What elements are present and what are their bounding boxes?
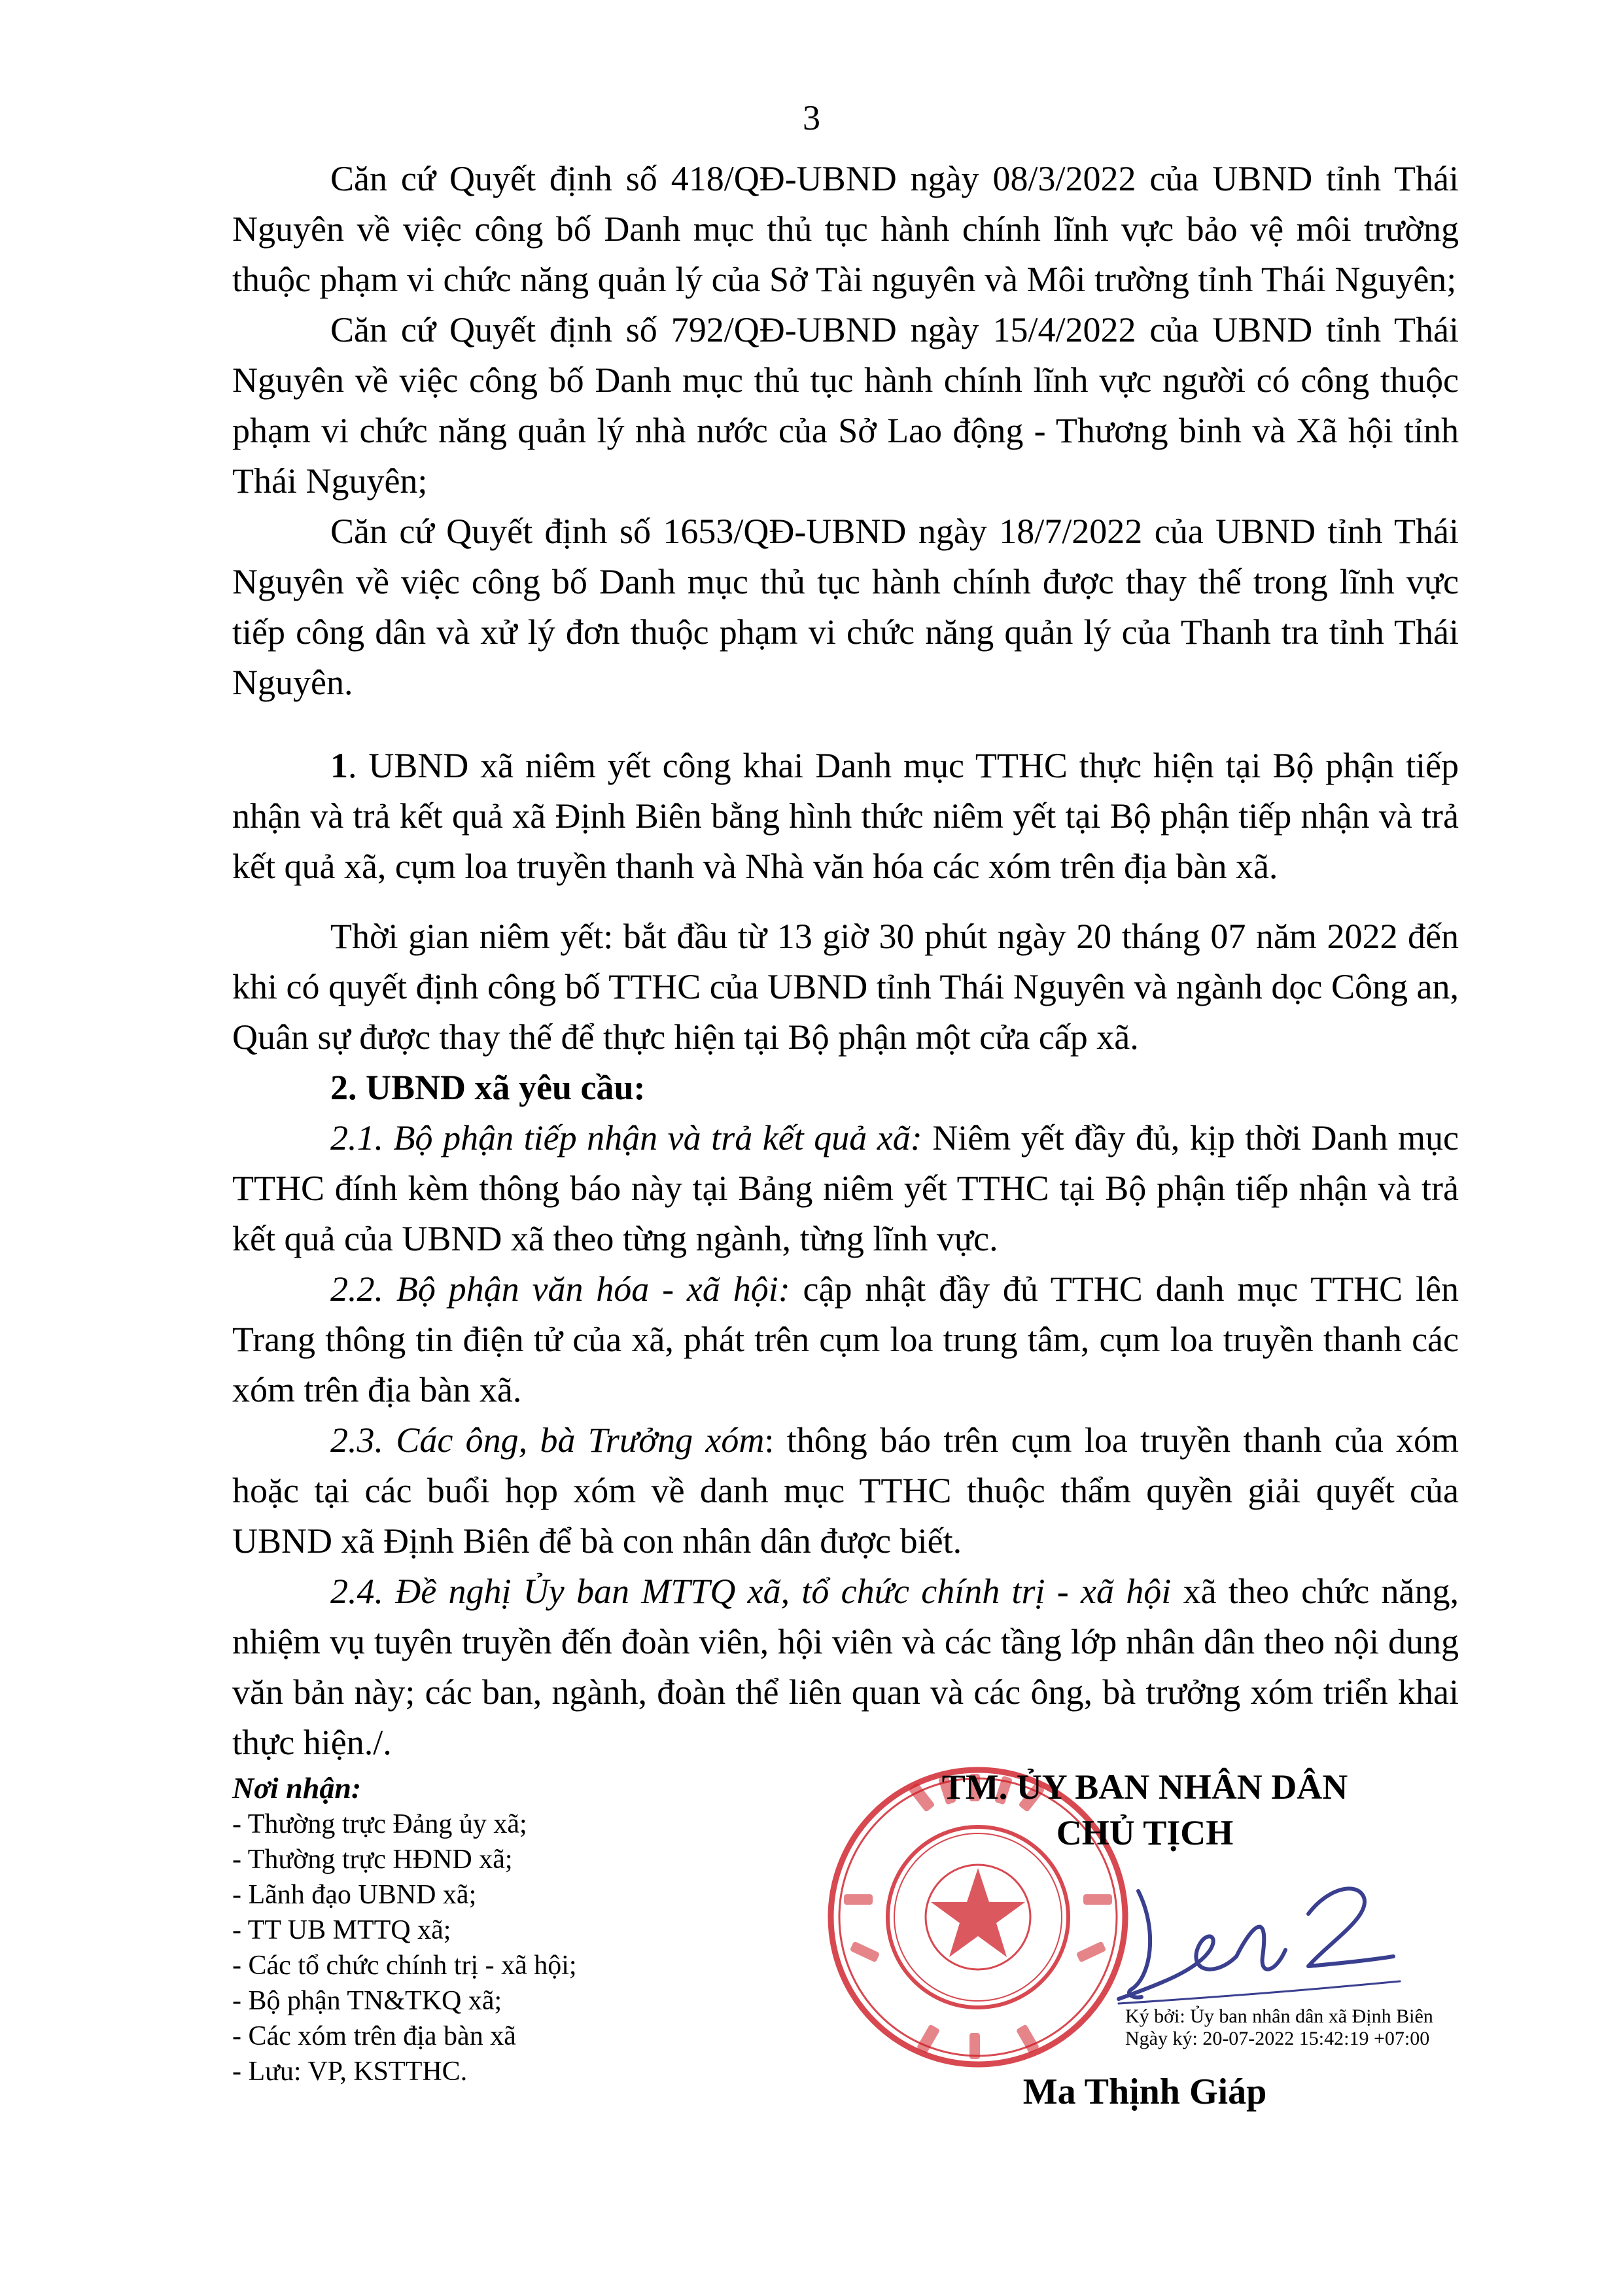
paragraph-legal-basis-792: Căn cứ Quyết định số 792/QĐ-UBND ngày 15/4/2022 của UBND tỉnh Thái Nguyên về việc công bố Danh mục thủ tục hành chính lĩnh vực người có công thuộc phạm vi chức năng quản lý nhà nước của Sở Lao động - Thương binh và Xã hội tỉnh Thái Nguyên;	[232, 310, 1459, 501]
paragraph-posting-time: Thời gian niêm yết: bắt đầu từ 13 giờ 30 phút ngày 20 tháng 07 năm 2022 đến khi có quyết định công bố TTHC của UBND tỉnh Thái Nguyên và ngành dọc Công an, Quân sự được thay thế để thực hiện tại Bộ phận một cửa cấp xã.	[232, 917, 1459, 1057]
signer-name: Ma Thịnh Giáp	[1022, 2072, 1267, 2112]
recipient-item: - Các tổ chức chính trị - xã hội;	[232, 1951, 577, 1981]
recipient-item: - Thường trực HĐND xã;	[232, 1845, 513, 1875]
paragraph-item-2-2	[232, 1264, 1459, 1415]
paragraph-legal-basis-418: Căn cứ Quyết định số 418/QĐ-UBND ngày 08/3/2022 của UBND tỉnh Thái Nguyên về việc công bố Danh mục thủ tục hành chính lĩnh vực bảo vệ môi trường thuộc phạm vi chức năng quản lý của Sở Tài nguyên và Môi trường tỉnh Thái Nguyên;	[232, 159, 1459, 299]
section-heading-2: 2. UBND xã yêu cầu:	[330, 1068, 646, 1107]
item-2-1-text: Niêm yết đầy đủ, kịp thời Danh mục TTHC đính kèm thông báo này tại Bảng niêm yết TTHC tại Bộ phận tiếp nhận và trả kết quả của UBND xã theo từng ngành, từng lĩnh vực.	[232, 1118, 1459, 1258]
item-2-2-text: cập nhật đầy đủ TTHC danh mục TTHC lên Trang thông tin điện tử của xã, phát trên cụm loa trung tâm, cụm loa truyền thanh các xóm trên địa bàn xã.	[232, 1269, 1459, 1409]
paragraph-legal-basis-1653: Căn cứ Quyết định số 1653/QĐ-UBND ngày 18/7/2022 của UBND tỉnh Thái Nguyên về việc công bố Danh mục thủ tục hành chính được thay thế trong lĩnh vực tiếp công dân và xử lý đơn thuộc phạm vi chức năng quản lý của Thanh tra tỉnh Thái Nguyên.	[232, 512, 1459, 702]
signer-organization: TM. ỦY BAN NHÂN DÂN	[941, 1767, 1348, 1807]
item-2-2-label: 2.2. Bộ phận văn hóa - xã hội:	[330, 1269, 790, 1309]
recipients-title: Nơi nhận:	[232, 1771, 362, 1805]
digital-signature-info	[1125, 2005, 1531, 2050]
paragraph-item-2-4	[232, 1566, 1459, 1768]
recipient-item: - Lưu: VP, KSTTHC.	[232, 2057, 468, 2087]
signature-block	[850, 1767, 1439, 2133]
recipient-item: - Các xóm trên địa bàn xã	[232, 2021, 516, 2051]
recipient-item: - Bộ phận TN&TKQ xã;	[232, 1986, 502, 2016]
paragraph-item-2-1	[232, 1113, 1459, 1264]
handwritten-signature-icon	[1112, 1852, 1413, 2009]
item-1-number: 1	[330, 746, 348, 785]
paragraph-item-1	[232, 741, 1459, 892]
paragraph-item-2-3	[232, 1415, 1459, 1566]
item-2-3-label: 2.3. Các ông, bà Trưởng xóm	[330, 1421, 765, 1460]
page-number: 3	[803, 98, 820, 137]
recipient-item: - Lãnh đạo UBND xã;	[232, 1880, 477, 1910]
signer-role: CHỦ TỊCH	[1056, 1813, 1234, 1852]
recipient-item: - TT UB MTTQ xã;	[232, 1915, 451, 1945]
item-2-1-label: 2.1. Bộ phận tiếp nhận và trả kết quả xã:	[330, 1118, 922, 1157]
recipient-item: - Thường trực Đảng ủy xã;	[232, 1809, 527, 1839]
recipients-list	[232, 1770, 821, 2089]
signed-date-text: Ngày ký: 20-07-2022 15:42:19 +07:00	[1125, 2028, 1430, 2049]
recipients-items	[232, 1807, 821, 2089]
signed-by-text: Ký bởi: Ủy ban nhân dân xã Định Biên	[1125, 2005, 1433, 2027]
item-2-3-text: : thông báo trên cụm loa truyền thanh của xóm hoặc tại các buổi họp xóm về danh mục TTHC thuộc thẩm quyền giải quyết của UBND xã Định Biên để bà con nhân dân được biết.	[232, 1421, 1459, 1561]
item-2-4-label: 2.4. Đề nghị Ủy ban MTTQ xã, tổ chức chính trị - xã hội	[330, 1572, 1172, 1611]
item-2-4-text: xã theo chức năng, nhiệm vụ tuyên truyền đến đoàn viên, hội viên và các tầng lớp nhân dân theo nội dung văn bản này; các ban, ngành, đoàn thể liên quan và các ông, bà trưởng xóm triển khai thực hiện./.	[232, 1572, 1459, 1762]
item-1-text: . UBND xã niêm yết công khai Danh mục TTHC thực hiện tại Bộ phận tiếp nhận và trả kết quả xã Định Biên bằng hình thức niêm yết tại Bộ phận tiếp nhận và trả kết quả xã, cụm loa truyền thanh và Nhà văn hóa các xóm trên địa bàn xã.	[232, 746, 1459, 886]
document-body	[232, 154, 1459, 1768]
official-seal-icon	[824, 1763, 1132, 2071]
